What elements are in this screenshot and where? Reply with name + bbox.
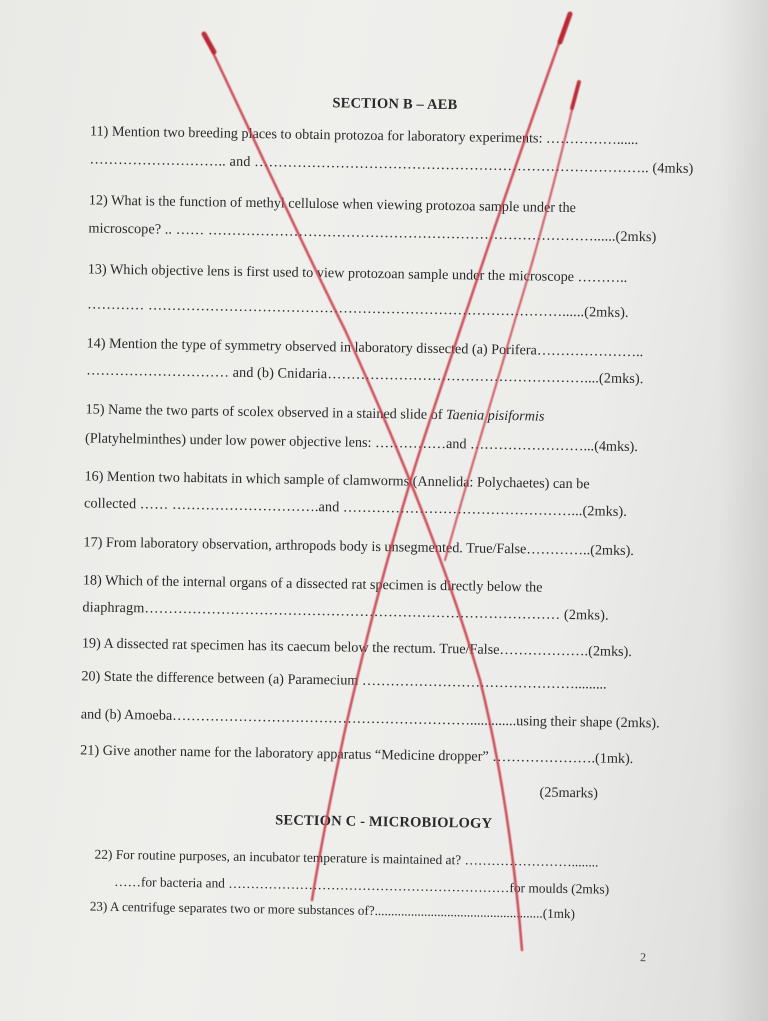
q18-line1: 18) Which of the internal organs of a dissected rat specimen is directly below the xyxy=(82,572,543,596)
q12-line2: microscope? .. …… ………………………………………………………………………......(2mks) xyxy=(88,220,657,246)
q15-text: 15) Name the two parts of scolex observed in a stained slide of xyxy=(85,401,447,424)
q14-line1: 14) Mention the type of symmetry observed in laboratory dissected (a) Porifera………………….. xyxy=(86,335,644,361)
q13-line2: ………… ……………………………………………………………………………......(2mks). xyxy=(87,296,629,321)
q19-line1: 19) A dissected rat specimen has its caecum below the rectum. True/False……………….(2mks). xyxy=(81,635,633,661)
q11-line1: 11) Mention two breeding places to obtain protozoa for laboratory experiments: ……………...... xyxy=(89,123,639,149)
q22-line2: ……for bacteria and ………………………………………………………for moulds (2mks) xyxy=(114,873,610,897)
page-number: 2 xyxy=(639,950,647,965)
q20-line2: and (b) Amoeba……………………………………………………….............using their shape (2mks). xyxy=(80,706,660,732)
q15-line2: (Platyhelminthes) under low power objective lens: ……………and ……………………...(4mks). xyxy=(84,430,639,456)
q15-line1 xyxy=(85,400,544,425)
q20-line1: 20) State the difference between (a) Paramecium ………………………………………......... xyxy=(81,668,607,693)
q16-line1: 16) Mention two habitats in which sample of clamworms (Annelida: Polychaetes) can be xyxy=(84,468,590,493)
q15-species-name: Taenia pisiformis xyxy=(445,407,545,425)
section-b-total-marks: (25marks) xyxy=(539,784,599,802)
section-b-title: SECTION B – AEB xyxy=(332,95,458,114)
q12-line1: 12) What is the function of methyl cellulose when viewing protozoa sample under the xyxy=(88,192,577,217)
q18-line2: diaphragm…………………………………………………………………………… (2mks). xyxy=(82,599,609,624)
q17-line1: 17) From laboratory observation, arthropods body is unsegmented. True/False…………..(2mks). xyxy=(83,534,635,560)
section-c-title: SECTION C - MICROBIOLOGY xyxy=(275,812,493,832)
q23-line1: 23) A centrifuge separates two or more substances of?...................................................(1mk) xyxy=(89,898,576,922)
q13-line1: 13) Which objective lens is first used to view protozoan sample under the microscope ……….. xyxy=(87,261,628,286)
q22-line1: 22) For routine purposes, an incubator temperature is maintained at? ……………………........ xyxy=(94,846,599,870)
q11-line2: ……………………….. and ……………………………………………………………………….. (4mks) xyxy=(89,151,694,177)
q21-line1: 21) Give another name for the laboratory apparatus “Medicine dropper” ………………….(1mk). xyxy=(80,742,634,768)
q16-line2: collected …… ………………………….and …………………………………………...(2mks). xyxy=(83,495,628,520)
q14-line2: ………………………… and (b) Cnidaria………………………………………………....(2mks). xyxy=(86,362,644,388)
